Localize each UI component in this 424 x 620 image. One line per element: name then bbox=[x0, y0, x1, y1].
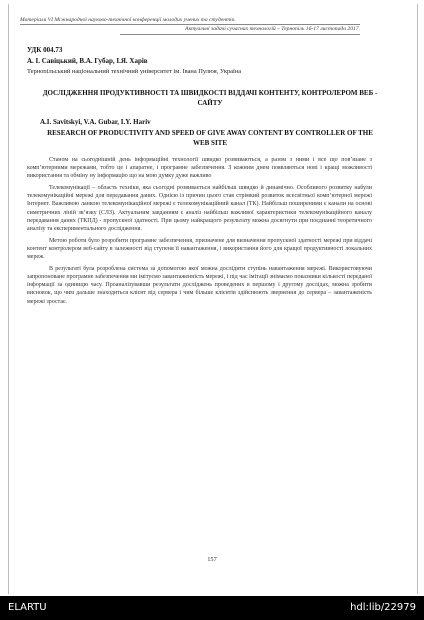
repository-footer-bar bbox=[0, 596, 424, 620]
article-body bbox=[27, 156, 372, 310]
paragraph-2: Телекомунікації – область техніки, яка сьогодні розвивається найбільш швидко й динамічно. Особливого розвитку набули телекомунікаційні мережі для передавання даних. Однією із причин цього став стрімкий розвиток всесвітньої комп’ютерної мережі Інтернет. Важливою ланкою телекомунікаційної мережі є телекомунікаційний канал (ТК). Найбільш поширеними є канали на основі симетричних ліній зв’язку (СЛЗ). Актуальним завданням є аналіз найбільш важливої характеристики телекомунікаційного каналу передавання даних (ТКПД) - пропускної здатності. При цьому найкращого результату можна досягнути при поєднанні теоретичного аналізу та експериментального дослідження. bbox=[27, 185, 372, 232]
page-number: 157 bbox=[207, 556, 217, 563]
paragraph-3: Метою роботи було розробити програмне забезпечення, призначене для визначення пропускної здатності мережі при віддачі контент контролером веб-сайту в залежності від ступеня її навантаження, і використання його для кращої продуктивності локальних мереж. bbox=[27, 237, 372, 261]
title-ukrainian: ДОСЛІДЖЕННЯ ПРОДУКТИВНОСТІ ТА ШВИДКОСТІ ВІДДАЧІ КОНТЕНТУ, КОНТРОЛЕРОМ ВЕБ - САЙТУ bbox=[42, 89, 378, 107]
authors-english: A.I. Savitskyi, V.A. Gubar, I.Y. Hariv bbox=[40, 118, 151, 126]
paragraph-1: Станом на сьогоднішній день інформаційні технології швидко розвиваються, а разом з ними і все що пов’язане з комп’ютерними мережами, тобто це і апаратне, і програмне забезпечення. З кожним днем появляються нові і кращі можливості використання та обміну ну інформацію що на мою думку дуже важливо bbox=[27, 157, 372, 180]
repository-name[interactable]: ELARTU bbox=[8, 602, 47, 613]
header-underline-2 bbox=[120, 34, 360, 35]
udk-code: УДК 004.73 bbox=[27, 46, 63, 54]
paragraph-4: В результаті була розроблена система за допомогою якої можна дослідити ступінь навантаження мережі. Використовуючи запропоноване програмне забезпечення ми імітуємо завантаженність мережі, і під час імітації знімаємо показники кількості переданої інформації за одиницю часу. Проаналізувавши результати досліджень проведених в першому і другому дослідах, можна зробити висновок, що чим дальше знаходиться клієнт від сервера і чим більше клієнтів здійснюють звернення до сервера – завантаженість мережі зростає. bbox=[27, 266, 372, 305]
title-english: RESEARCH OF PRODUCTIVITY AND SPEED OF GIVE AWAY CONTENT BY CONTROLLER OF THE WEB SITE bbox=[47, 129, 373, 147]
handle-identifier[interactable]: hdl:lib/22979 bbox=[350, 602, 416, 613]
authors-ukrainian: А. І. Савіцький, В.А. Губар, І.Я. Харів bbox=[27, 57, 148, 65]
conference-header-line1: Матеріали VI Міжнародної науково-технічної конференції молодих учених та студентів. bbox=[20, 17, 236, 23]
conference-header-line2: Актуальні задачі сучасних технологій – Тернопіль 16-17 листопада 2017. bbox=[185, 26, 360, 32]
affiliation: Тернопільський національний технічний університет ім. Івана Пулюя, Україна bbox=[27, 68, 242, 75]
